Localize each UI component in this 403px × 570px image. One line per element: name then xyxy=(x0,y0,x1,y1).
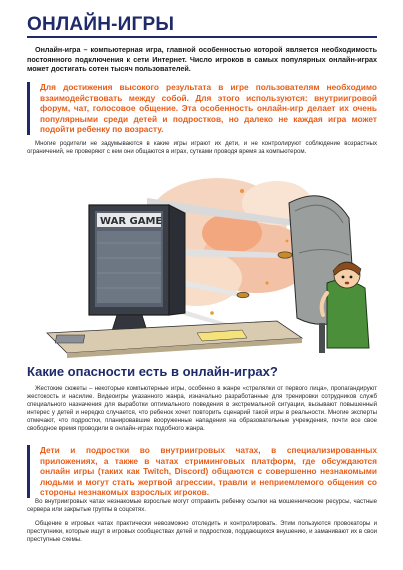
screen-title: WAR GAME xyxy=(100,216,163,227)
callout-interaction-text: Для достижения высокого результата в игре пользователям необходимо взаимодействовать между собой. Для этого используются: внутриигровой форум, чат, голосовое общение. Эта особенность онлайн-игр делает их очень популярными среди детей и подростков, но далеко не каждая игра может подойти ребенку по возрасту. xyxy=(40,82,377,135)
violence-paragraph: Жестокие сюжеты – некоторые компьютерные игры, особенно в жанре «стрелялки от первого лица», пропагандируют жестокость и насилие. Видеоигры указанного жанра, изначально разработанные для тренировки сотрудников служб специального назначения для выработки оптимального поведения в экстремальной ситуации, вызывают повышенный интерес у детей и нередко случается, что ребенок хочет повторить сценарий такой игры в реальности. Многие эксперты отмечают, что подростки, планировавшие вооруженные нападения на образовательные учреждения, почти все свое свободное время проводили в онлайн-играх подобного жанра. xyxy=(27,385,377,433)
callout-interaction xyxy=(27,82,377,135)
desk xyxy=(47,321,302,358)
chat-links-paragraph: Во внутриигровых чатах незнакомые взрослые могут отправить ребенку ссылки на мошеннические ресурсы, частные сервера или закрытые группы в соцсетях. xyxy=(27,498,377,514)
section-heading: Какие опасности есть в онлайн-играх? xyxy=(27,364,278,379)
parents-paragraph: Многие родители не задумываются в какие игры играют их дети, и не контролируют соблюдение возрастных ограничений, не проверяют с кем они общаются в играх, сутками проводя время за компьютером. xyxy=(27,140,377,156)
monitor xyxy=(89,205,185,331)
war-game-illustration xyxy=(27,163,377,358)
callout-chats xyxy=(27,445,377,498)
callout-chats-text: Дети и подростки во внутриигровых чатах, в специализированных приложениях, а также в чатах стриминговых платформ, где обсуждаются онлайн игры (таких как Twitch, Discord) общаются с совершенно незнакомыми людьми и могут стать жертвой агрессии, травли и неприемлемого общения со стороны незнакомых взрослых игроков. xyxy=(40,445,377,498)
chat-control-paragraph: Общение в игровых чатах практически невозможно отследить и контролировать. Этим пользуются провокаторы и преступники, которые ищут в игровых сообществах детей и подростков, поддающихся внушению, и заманивают их в свои преступные схемы. xyxy=(27,520,377,544)
page-title: ОНЛАЙН-ИГРЫ xyxy=(27,14,175,35)
title-underline xyxy=(27,36,377,38)
lead-paragraph: Онлайн-игра – компьютерная игра, главной особенностью которой является необходимость постоянного подключения к сети Интернет. Число игроков в самых популярных онлайн-играх может достигать сотен тысяч пользователей. xyxy=(27,45,377,74)
